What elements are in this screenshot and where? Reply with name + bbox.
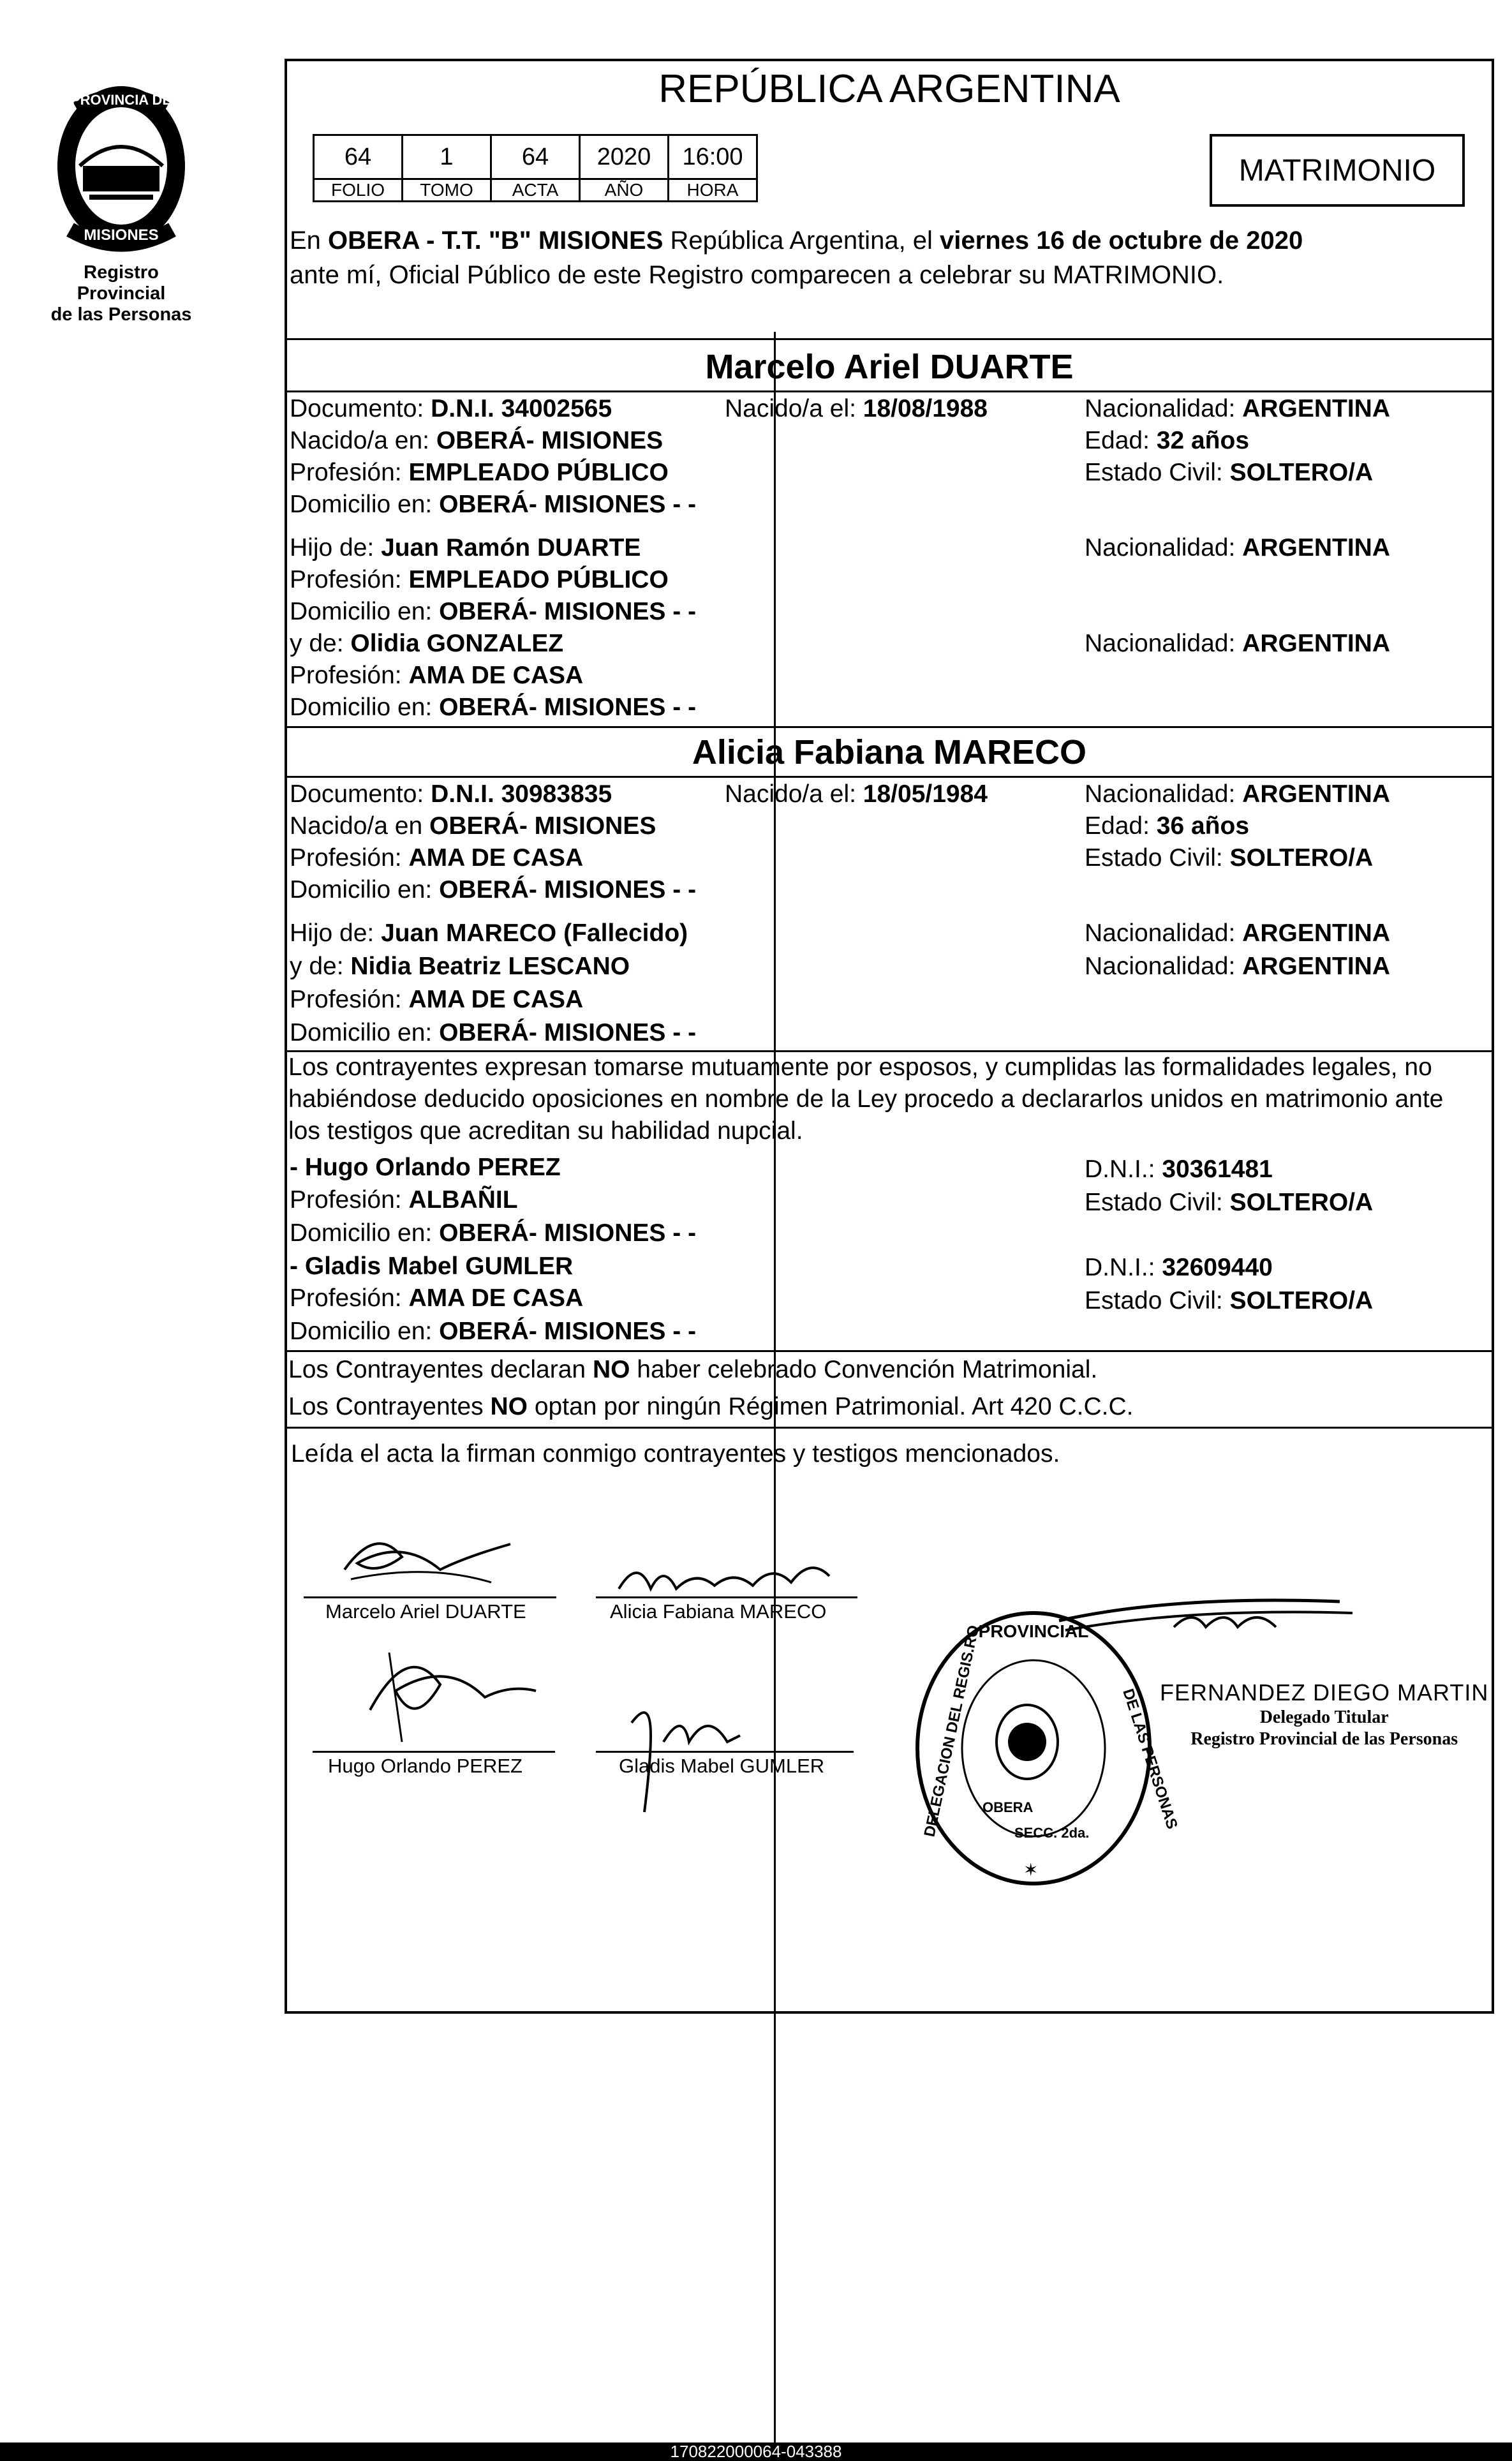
page-title: REPÚBLICA ARGENTINA [658, 67, 1120, 111]
official-office: Registro Provincial de las Personas [1190, 1729, 1458, 1749]
anio-label: AÑO [580, 179, 669, 202]
spouse1-mother-domicile: Domicilio en: OBERÁ- MISIONES - - [290, 694, 697, 721]
divider [285, 726, 1494, 728]
witness2-civil-status: Estado Civil: SOLTERO/A [1085, 1287, 1374, 1314]
hora-value: 16:00 [669, 135, 757, 179]
intro-date: viernes 16 de octubre de 2020 [940, 227, 1303, 255]
spouse1-father-profession: Profesión: EMPLEADO PÚBLICO [290, 566, 669, 593]
closing-text: Leída el acta la firman conmigo contrayentes y testigos mencionados. [291, 1440, 1060, 1468]
spouse2-civil-status: Estado Civil: SOLTERO/A [1085, 844, 1374, 872]
acta-label: ACTA [491, 179, 580, 202]
divider [285, 776, 1494, 778]
witness1-profession: Profesión: ALBAÑIL [290, 1186, 518, 1214]
spouse1-mother-profession: Profesión: AMA DE CASA [290, 662, 584, 689]
signature-line [304, 1596, 556, 1598]
spouse1-father-domicile: Domicilio en: OBERÁ- MISIONES - - [290, 598, 697, 625]
witness2-dni: D.N.I.: 32609440 [1085, 1254, 1273, 1281]
anio-value: 2020 [580, 135, 669, 179]
document-code-text: 170822000064-043388 [670, 2442, 842, 2461]
spouse1-birthplace: Nacido/a en: OBERÁ- MISIONES [290, 427, 663, 454]
seal-bottom-text: MISIONES [84, 227, 159, 244]
official-name: FERNANDEZ DIEGO MARTIN [1160, 1679, 1489, 1706]
spouse2-birthdate: Nacido/a el: 18/05/1984 [725, 780, 988, 808]
spouse1-profession: Profesión: EMPLEADO PÚBLICO [290, 459, 669, 486]
record-info-table [313, 134, 758, 202]
spouse2-name: Alicia Fabiana MARECO [692, 733, 1087, 771]
signature-perez [345, 1633, 549, 1748]
spouse2-mother-profession: Profesión: AMA DE CASA [290, 986, 584, 1013]
spouse2-age: Edad: 36 años [1085, 812, 1250, 840]
declaration-line1: Los contrayentes expresan tomarse mutuamente por esposos, y cumplidas las formalidades legales, no [288, 1053, 1432, 1081]
signature-name-mareco: Alicia Fabiana MARECO [610, 1600, 827, 1623]
spouse2-mother-domicile: Domicilio en: OBERÁ- MISIONES - - [290, 1019, 697, 1046]
tomo-label: TOMO [403, 179, 491, 202]
witness2-name: - Gladis Mabel GUMLER [290, 1253, 574, 1280]
folio-value: 64 [314, 135, 403, 179]
spouse2-mother: y de: Nidia Beatriz LESCANO [290, 953, 630, 980]
spouse1-civil-status: Estado Civil: SOLTERO/A [1085, 459, 1374, 486]
record-type-box [1210, 134, 1465, 207]
registry-caption-line1: Registro Provincial [77, 262, 166, 304]
intro-line1 [290, 225, 1303, 257]
spouse1-mother-nationality: Nacionalidad: ARGENTINA [1085, 630, 1391, 657]
signature-line [596, 1596, 857, 1598]
signature-mareco [600, 1550, 868, 1602]
witness2-profession: Profesión: AMA DE CASA [290, 1284, 584, 1312]
divider [285, 1427, 1494, 1429]
registry-caption-line2: de las Personas [50, 304, 192, 325]
witness1-name: - Hugo Orlando PEREZ [290, 1154, 561, 1181]
province-seal-icon [51, 83, 191, 255]
witness1-domicile: Domicilio en: OBERÁ- MISIONES - - [290, 1219, 697, 1247]
spouse1-mother: y de: Olidia GONZALEZ [290, 630, 564, 657]
stamp-inner-section: SECC. 2da. [1014, 1825, 1090, 1841]
stamp-ring-right: DE LAS PERSONAS [1119, 1686, 1181, 1832]
official-block [1160, 1679, 1488, 1750]
spouse1-documento: Documento: D.N.I. 34002565 [290, 395, 612, 422]
spouse1-father: Hijo de: Juan Ramón DUARTE [290, 534, 641, 561]
signature-name-duarte: Marcelo Ariel DUARTE [325, 1600, 526, 1623]
registry-logo [38, 83, 204, 325]
signature-line [596, 1751, 854, 1753]
stamp-ring-top: PROVINCIAL [978, 1621, 1089, 1641]
signature-duarte [300, 1519, 542, 1602]
spouse2-father: Hijo de: Juan MARECO (Fallecido) [290, 919, 688, 947]
intro-mid: República Argentina, el [663, 227, 940, 255]
intro-pre: En [290, 227, 329, 255]
acta-value: 64 [491, 135, 580, 179]
witness1-dni: D.N.I.: 30361481 [1085, 1156, 1273, 1183]
signature-official [1046, 1595, 1404, 1653]
spouse2-nationality: Nacionalidad: ARGENTINA [1085, 780, 1391, 808]
intro-line2: ante mí, Oficial Público de este Registro comparecen a celebrar su MATRIMONIO. [290, 261, 1224, 289]
record-type: MATRIMONIO [1238, 153, 1436, 188]
hora-label: HORA [669, 179, 757, 202]
witness1-civil-status: Estado Civil: SOLTERO/A [1085, 1189, 1374, 1216]
witness2-domicile: Domicilio en: OBERÁ- MISIONES - - [290, 1318, 697, 1345]
regime-line2: Los Contrayentes NO optan por ningún Régimen Patrimonial. Art 420 C.C.C. [288, 1393, 1134, 1420]
signature-line [313, 1751, 555, 1753]
divider [285, 338, 1494, 340]
spouse2-father-nationality: Nacionalidad: ARGENTINA [1085, 919, 1391, 947]
spouse2-domicile: Domicilio en: OBERÁ- MISIONES - - [290, 876, 697, 903]
divider [285, 1350, 1494, 1352]
intro-place: OBERA - T.T. "B" MISIONES [328, 227, 663, 255]
stamp-ring-left: DELEGACION DEL REGIS.RO [921, 1623, 983, 1839]
spouse2-birthplace: Nacido/a en OBERÁ- MISIONES [290, 812, 656, 840]
spouse2-documento: Documento: D.N.I. 30983835 [290, 780, 612, 808]
declaration-line3: los testigos que acreditan su habilidad nupcial. [288, 1117, 803, 1145]
spouse1-age: Edad: 32 años [1085, 427, 1250, 454]
document-code [0, 2442, 1512, 2461]
regime-line1: Los Contrayentes declaran NO haber celebrado Convención Matrimonial. [288, 1356, 1098, 1383]
stamp-inner-city: OBERA [982, 1799, 1034, 1815]
signature-name-gumler: Gladis Mabel GUMLER [619, 1755, 825, 1777]
signature-name-perez: Hugo Orlando PEREZ [328, 1755, 523, 1777]
tomo-value: 1 [403, 135, 491, 179]
declaration-line2: habiéndose deducido oposiciones en nombre de la Ley procedo a declararlos unidos en matrimonio ante [288, 1085, 1444, 1113]
official-title: Delegado Titular [1259, 1707, 1389, 1727]
spouse1-birthdate: Nacido/a el: 18/08/1988 [725, 395, 988, 422]
seal-top-text: PROVINCIA DE [70, 92, 172, 108]
spouse2-mother-nationality: Nacionalidad: ARGENTINA [1085, 953, 1391, 980]
stamp-star-icon: ✶ [1023, 1859, 1039, 1880]
spouse1-father-nationality: Nacionalidad: ARGENTINA [1085, 534, 1391, 561]
spouse2-profession: Profesión: AMA DE CASA [290, 844, 584, 872]
divider [285, 390, 1494, 392]
spouse1-domicile: Domicilio en: OBERÁ- MISIONES - - [290, 491, 697, 518]
spouse1-name: Marcelo Ariel DUARTE [705, 348, 1074, 386]
registry-caption [38, 262, 204, 325]
spouse1-nationality: Nacionalidad: ARGENTINA [1085, 395, 1391, 422]
folio-label: FOLIO [314, 179, 403, 202]
